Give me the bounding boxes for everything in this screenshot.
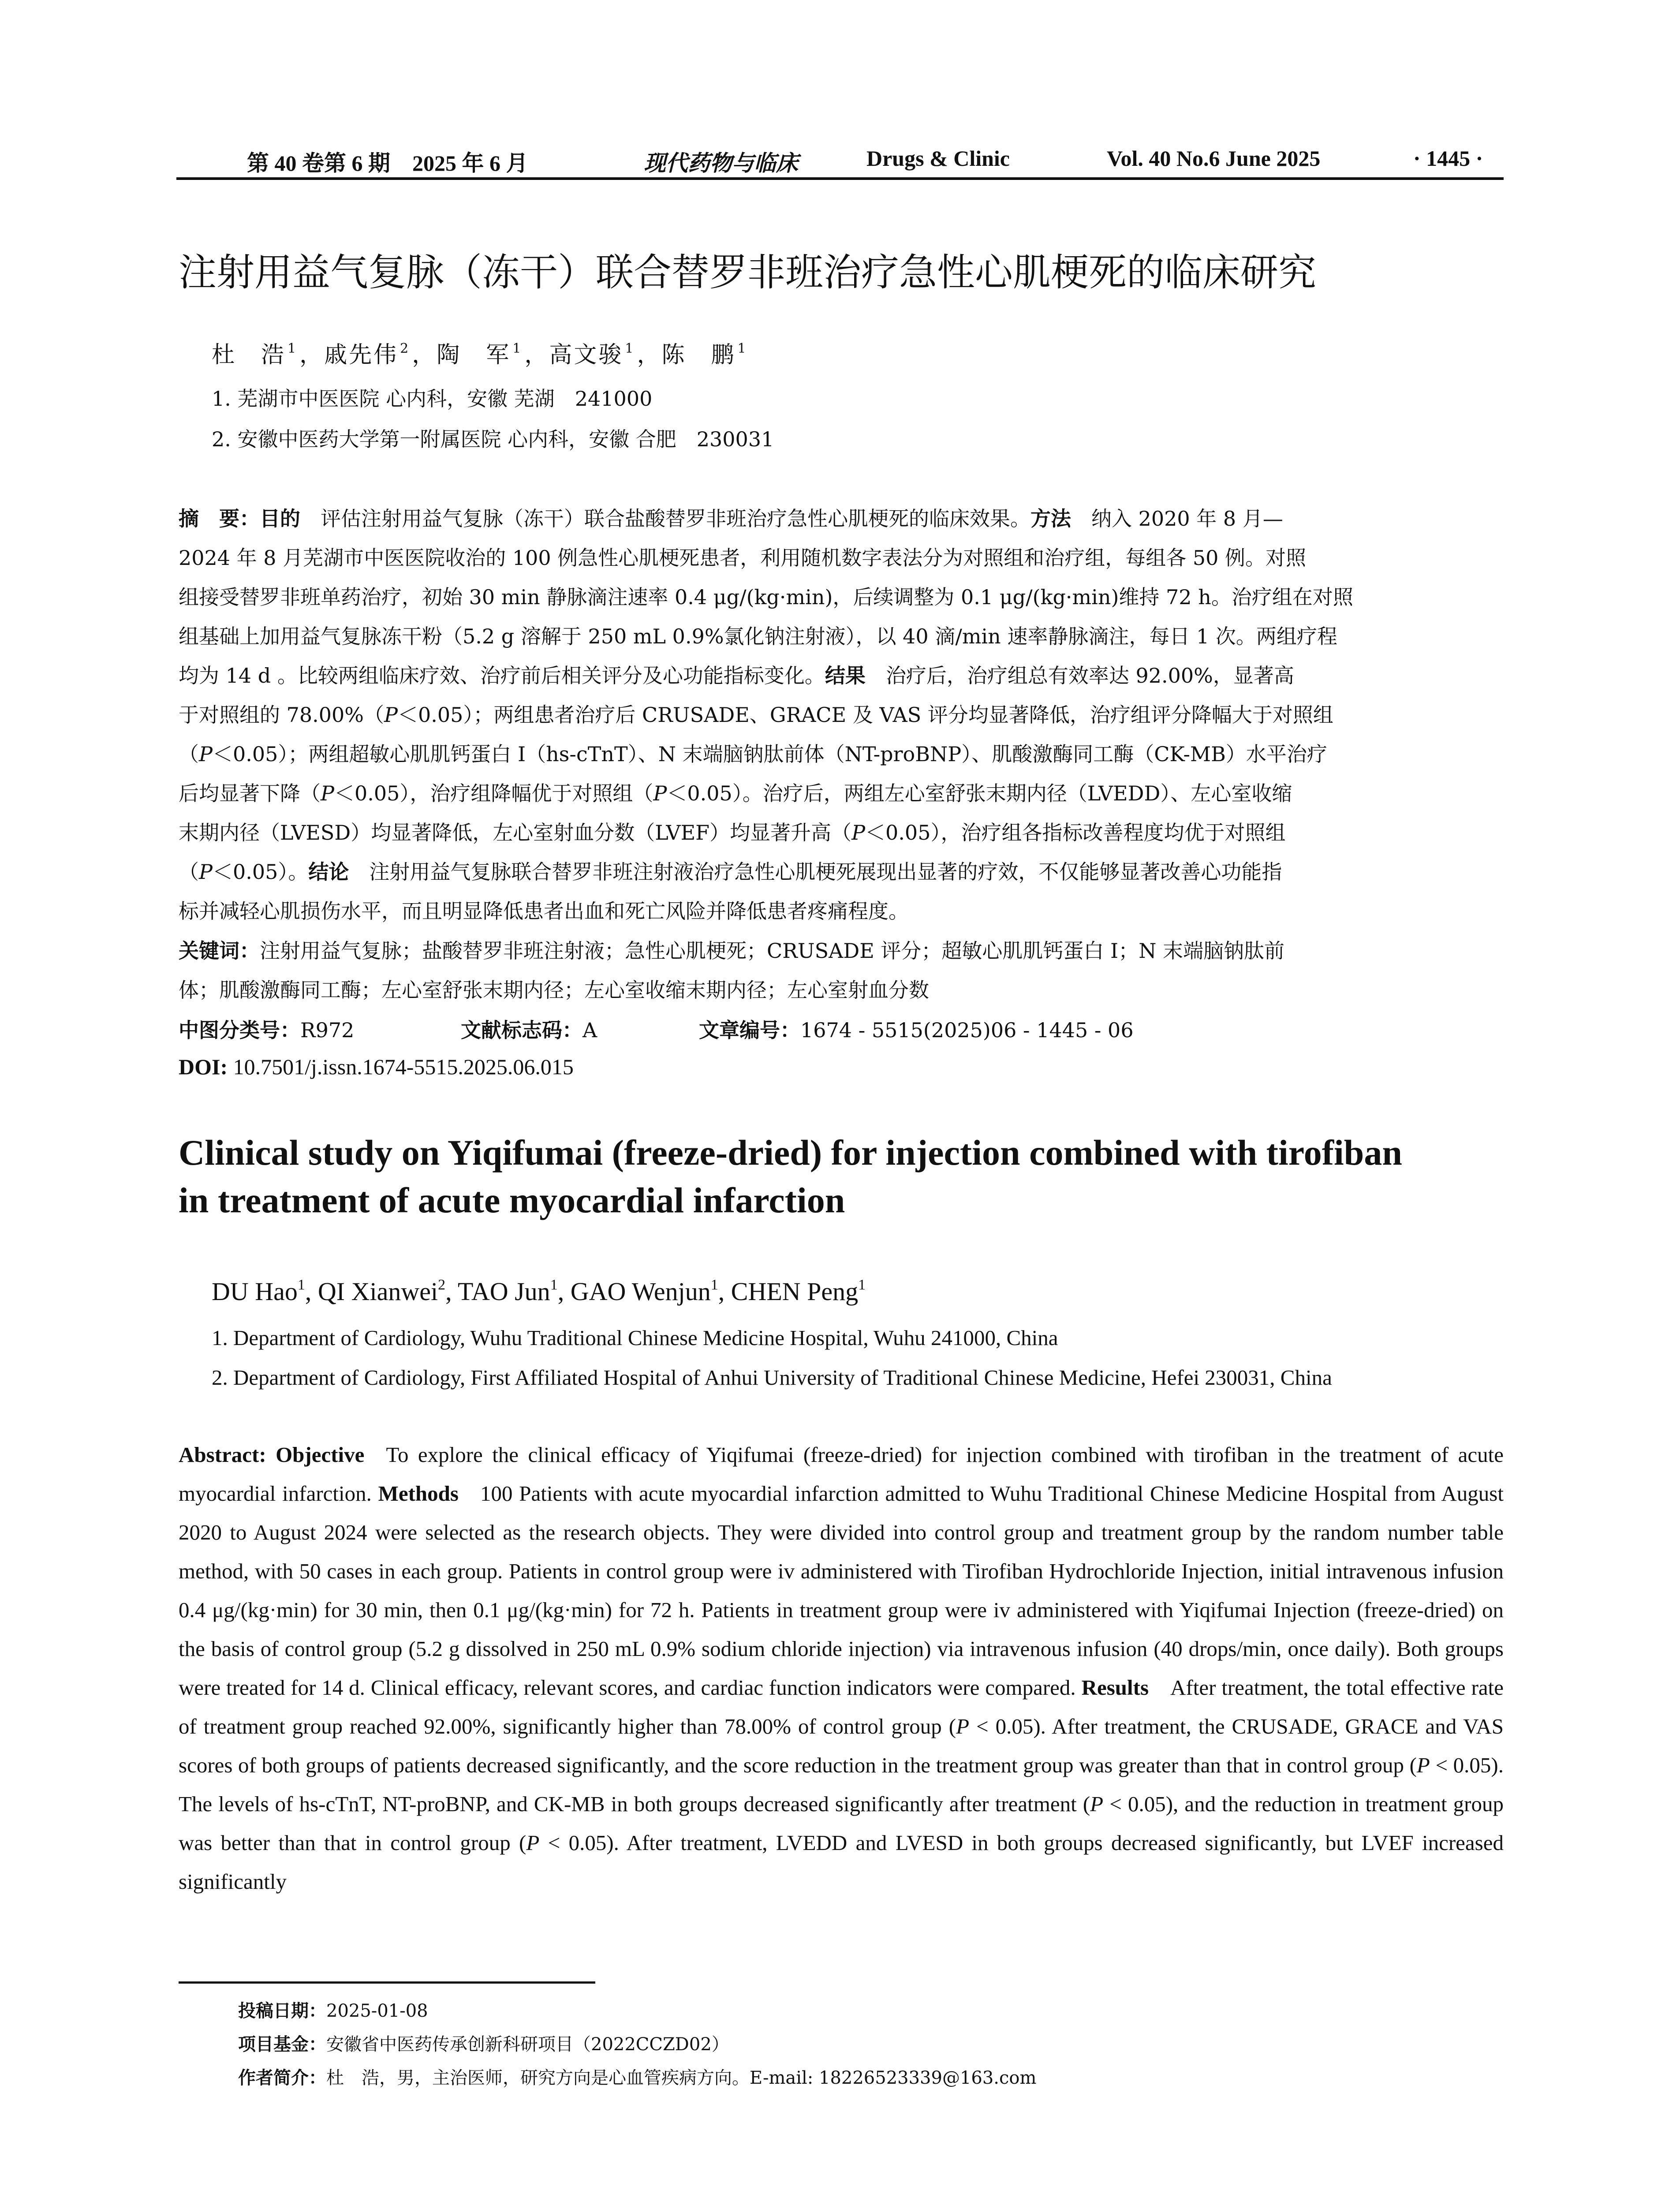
cn-abstract-text: 于对照组的 78.00%（ [179,703,385,727]
en-abstract-text: < 0.05). After treatment, LVEDD and LVESD in both groups decreased significantly, but LVEF increased significantly [179,1831,1504,1894]
header-page-number: · 1445 · [1413,146,1483,171]
cn-abstract-line [179,856,1282,885]
en-abstract-text: P [1090,1792,1104,1816]
cn-abstract-text: P [653,781,667,805]
cn-abstract-text: P [321,781,334,805]
cn-abstract-line [179,777,1292,807]
cn-abstract-line [179,699,1333,728]
en-author-separator: , [305,1277,318,1306]
footnote-rule [179,1981,595,1984]
cn-abstract-text: 纳入 2020 年 8 月— [1071,507,1283,531]
doi-label: DOI: [179,1054,228,1079]
class-label: 中图分类号： [179,1018,300,1042]
en-author-affiliation-mark: 1 [710,1277,718,1293]
cn-author-separator: ， [412,342,437,368]
en-abstract-text: P [526,1831,540,1855]
keywords-text: 注射用益气复脉；盐酸替罗非班注射液；急性心肌梗死；CRUSADE 评分；超敏心肌肌钙蛋白 I；N 末端脑钠肽前 [260,939,1285,963]
header-issue-en: Vol. 40 No.6 June 2025 [1107,146,1321,171]
cn-abstract-text: P [851,821,866,845]
cn-keywords-line [179,974,929,1003]
cn-abstract-text: ＜0.05）；两组超敏心肌肌钙蛋白 I（hs-cTnT）、N 末端脑钠肽前体（NT-proBNP）、肌酸激酶同工酶（CK-MB）水平治疗 [212,742,1327,766]
en-abstract-text: P [1416,1753,1430,1777]
cn-classification-row [179,1014,1504,1050]
cn-abstract-text: 评估注射用益气复脉（冻干）联合盐酸替罗非班治疗急性心肌梗死的临床效果。 [300,507,1030,531]
en-abstract-label: Abstract: Objective [179,1443,365,1467]
header-issue-cn: 第 40 卷第 6 期 2025 年 6 月 [247,151,528,176]
doc-code-label: 文献标志码： [461,1018,582,1042]
fund-label: 项目基金： [238,2034,326,2055]
en-author-name: DU Hao [212,1277,298,1306]
cn-keywords [179,935,1504,1014]
cn-abstract-line [179,817,1285,846]
cn-author-name: 戚先伟 [324,342,399,368]
footnote-fund [238,2030,729,2056]
cn-abstract-line [179,738,1327,767]
cn-abstract-text: 末期内径（LVESD）均显著降低，左心室射血分数（LVEF）均显著升高（ [179,821,852,845]
cn-abstract-line [179,542,1306,571]
en-author-separator: , [718,1277,731,1306]
keywords-text: 体；肌酸激酶同工酶；左心室舒张末期内径；左心室收缩末期内径；左心室射血分数 [179,978,929,1002]
cn-author-name: 高文骏 [549,342,623,368]
en-abstract-text: < 0.05). The levels of hs-cTnT, NT-proBNP, and CK-MB in both groups decreased significantly after treatment ( [179,1753,1504,1816]
en-title-line-1: Clinical study on Yiqifumai (freeze-dried) for injection combined with tirofiban [179,1132,1402,1173]
cn-abstract-label: 结论 [308,860,349,884]
en-abstract [179,1435,1504,1901]
doc-code-value: A [582,1018,597,1042]
cn-author-separator: ， [299,342,325,368]
cn-abstract-text: ＜0.05）。治疗后，两组左心室舒张末期内径（LVEDD）、左心室收缩 [667,781,1292,805]
article-no-label: 文章编号： [699,1018,800,1042]
cn-author-affiliation-mark: 1 [287,341,298,356]
doi-value: 10.7501/j.issn.1674-5515.2025.06.015 [233,1054,574,1079]
en-affiliation-2: 2. Department of Cardiology, First Affiliated Hospital of Anhui University of Traditional Chinese Medicine, Hefei 230031, China [212,1365,1332,1390]
cn-abstract-text: ＜0.05）。 [212,860,309,884]
cn-abstract [179,503,1504,944]
en-author-affiliation-mark: 2 [438,1277,446,1293]
header-rule [176,177,1504,180]
en-abstract-text: < 0.05), and the reduction in treatment group was better than that in control group ( [179,1792,1504,1855]
en-author-affiliation-mark: 1 [297,1277,305,1293]
en-author-separator: , [557,1277,571,1306]
en-author-name: GAO Wenjun [570,1277,711,1306]
cn-author-affiliation-mark: 1 [625,341,635,356]
cn-abstract-line [179,660,1294,689]
cn-author-affiliation-mark: 2 [400,341,411,356]
en-author-affiliation-mark: 1 [858,1277,866,1293]
cn-authors [212,336,750,369]
en-abstract-label: Results [1081,1675,1149,1700]
cn-author-separator: ， [524,342,549,368]
cn-abstract-text: （ [179,860,199,884]
cn-abstract-text: 均为 14 d 。比较两组临床疗效、治疗前后相关评分及心功能指标变化。 [179,664,825,688]
en-authors [212,1277,866,1306]
cn-title: 注射用益气复脉（冻干）联合替罗非班治疗急性心肌梗死的临床研究 [179,250,1316,295]
cn-abstract-text: 注射用益气复脉联合替罗非班注射液治疗急性心肌梗死展现出显著的疗效，不仅能够显著改善心功能指 [349,860,1282,884]
en-abstract-text: After treatment, the total effective rate of treatment group reached 92.00%, significantly higher than 78.00% of control group ( [179,1675,1504,1738]
cn-abstract-label: 摘 要： [179,507,260,531]
keywords-label: 关键词： [179,939,260,963]
cn-abstract-line [179,503,1283,532]
header-journal-en: Drugs & Clinic [866,146,1010,171]
en-affiliation-1: 1. Department of Cardiology, Wuhu Traditional Chinese Medicine Hospital, Wuhu 241000, China [212,1326,1058,1350]
class-value: R972 [300,1018,355,1042]
cn-abstract-text: P [199,742,213,766]
cn-abstract-text: 后均显著下降（ [179,781,321,805]
en-author-name: CHEN Peng [731,1277,859,1306]
en-author-name: TAO Jun [458,1277,550,1306]
cn-abstract-line [179,620,1337,650]
en-author-separator: , [445,1277,458,1306]
doi-row [179,1054,1504,1089]
cn-author-name: 杜 浩 [212,342,286,368]
footnote-received [238,1997,428,2022]
en-abstract-text: 100 Patients with acute myocardial infarction admitted to Wuhu Traditional Chinese Medicine Hospital from August 2020 to August 2024 were selected as the research objects. They were divided into control group and treatment group by the random number table method, with 50 cases in each group. Patients in control group were iv administered with Tirofiban Hydrochloride Injection, initial intravenous infusion 0.4 μg/(kg·min) for 30 min, then 0.1 μg/(kg·min) for 72 h. Patients in treatment group were iv administered with Yiqifumai Injection (freeze-dried) on the basis of control group (5.2 g dissolved in 250 mL 0.9% sodium chloride injection) via intravenous infusion (40 drops/min, once daily). Both groups were treated for 14 d. Clinical efficacy, relevant scores, and cardiac function indicators were compared. [179,1481,1504,1700]
running-header [176,140,1504,183]
cn-abstract-text: 2024 年 8 月芜湖市中医医院收治的 100 例急性心肌梗死患者，利用随机数字表法分为对照组和治疗组，每组各 50 例。对照 [179,546,1307,570]
cn-abstract-text: P [384,703,398,727]
en-author-affiliation-mark: 1 [550,1277,558,1293]
cn-affiliation-1: 1. 芜湖市中医医院 心内科，安徽 芜湖 241000 [212,387,653,411]
en-abstract-text: < 0.05). After treatment, the CRUSADE, GRACE and VAS scores of both groups of patients decreased significantly, and the score reduction in the treatment group was greater than that in control group ( [179,1714,1504,1777]
cn-abstract-text: P [199,860,213,884]
cn-affiliation-2: 2. 安徽中医药大学第一附属医院 心内科，安徽 合肥 230031 [212,427,774,451]
footnote-bio [238,2064,1036,2089]
cn-abstract-text: 组基础上加用益气复脉冻干粉（5.2 g 溶解于 250 mL 0.9%氯化钠注射液），以 40 滴/min 速率静脉滴注，每日 1 次。两组疗程 [179,624,1337,648]
en-abstract-text: P [956,1714,970,1738]
bio-label: 作者简介： [238,2068,326,2088]
en-title-line-2: in treatment of acute myocardial infarction [179,1180,845,1220]
cn-abstract-text: （ [179,742,199,766]
en-title [179,1129,1506,1224]
cn-author-affiliation-mark: 1 [737,341,748,356]
cn-keywords-line [179,935,1284,964]
received-label: 投稿日期： [238,2001,326,2021]
received-value: 2025-01-08 [326,2001,428,2021]
cn-abstract-text: ＜0.05），治疗组降幅优于对照组（ [334,781,653,805]
article-no-value: 1674 - 5515(2025)06 - 1445 - 06 [800,1018,1134,1042]
en-abstract-label: Methods [378,1481,459,1506]
cn-abstract-label: 结果 [825,664,866,688]
cn-abstract-text: 治疗后，治疗组总有效率达 92.00%，显著高 [865,664,1294,688]
cn-author-name: 陶 军 [437,342,511,368]
cn-abstract-text: ＜0.05），治疗组各指标改善程度均优于对照组 [865,821,1286,845]
cn-abstract-line [179,895,909,924]
cn-abstract-text: 标并减轻心肌损伤水平，而且明显降低患者出血和死亡风险并降低患者疼痛程度。 [179,899,909,923]
cn-author-separator: ， [637,342,662,368]
header-journal-cn: 现代药物与临床 [644,150,798,176]
bio-value: 杜 浩，男，主治医师，研究方向是心血管疾病方向。E-mail: 18226523339@163.com [326,2068,1037,2088]
en-author-name: QI Xianwei [317,1277,438,1306]
cn-abstract-text: ＜0.05）；两组患者治疗后 CRUSADE、GRACE 及 VAS 评分均显著降低，治疗组评分降幅大于对照组 [397,703,1333,727]
en-abstract-text: To explore the clinical efficacy of Yiqifumai (freeze-dried) for injection combined with tirofiban in the treatment of acute myocardial infarction. [179,1443,1504,1506]
cn-abstract-text: 组接受替罗非班单药治疗，初始 30 min 静脉滴注速率 0.4 μg/(kg·min)，后续调整为 0.1 μg/(kg·min)维持 72 h。治疗组在对照 [179,585,1353,609]
cn-abstract-label: 方法 [1030,507,1071,531]
cn-author-affiliation-mark: 1 [512,341,523,356]
fund-value: 安徽省中医药传承创新科研项目（2022CCZD02） [326,2034,729,2055]
cn-abstract-label: 目的 [260,507,300,531]
cn-author-name: 陈 鹏 [661,342,736,368]
cn-abstract-line [179,581,1353,610]
